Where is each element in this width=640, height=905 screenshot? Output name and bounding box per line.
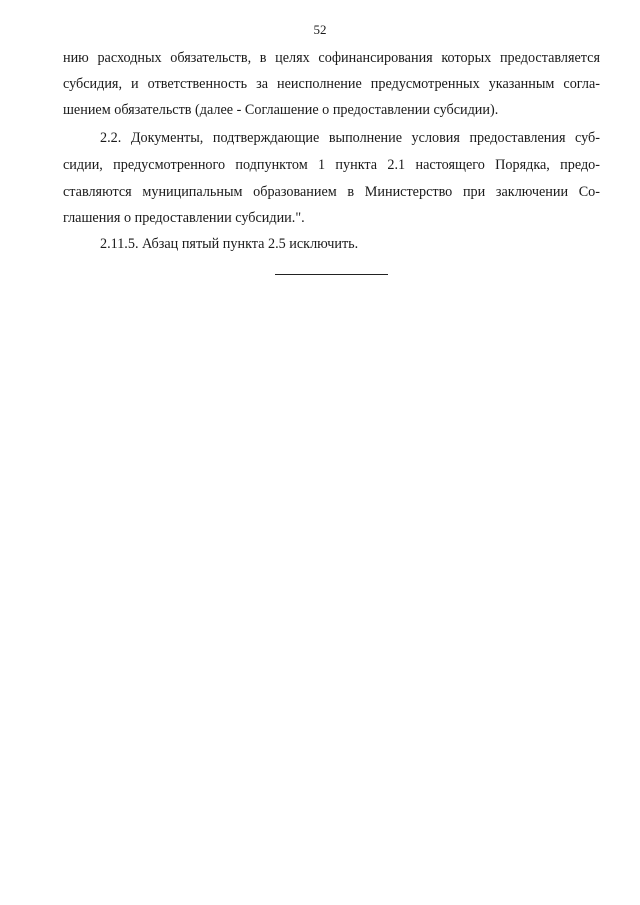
text-line: субсидия, и ответственность за неисполнение предусмотренных указанным согла- — [63, 76, 600, 92]
text-line: сидии, предусмотренного подпунктом 1 пункта 2.1 настоящего Порядка, предо- — [63, 157, 600, 173]
page-number: 52 — [313, 22, 327, 37]
text-line: 2.2. Документы, подтверждающие выполнение условия предоставления суб- — [100, 130, 600, 146]
text-line: глашения о предоставлении субсидии.". — [63, 210, 305, 226]
text-line: ставляются муниципальным образованием в Министерство при заключении Со- — [63, 184, 600, 200]
text-line: шением обязательств (далее - Соглашение о предоставлении субсидии). — [63, 102, 499, 118]
end-of-text-rule — [275, 274, 388, 275]
text-line: нию расходных обязательств, в целях софинансирования которых предоставляется — [63, 50, 600, 66]
text-line: 2.11.5. Абзац пятый пункта 2.5 исключить. — [100, 236, 359, 252]
